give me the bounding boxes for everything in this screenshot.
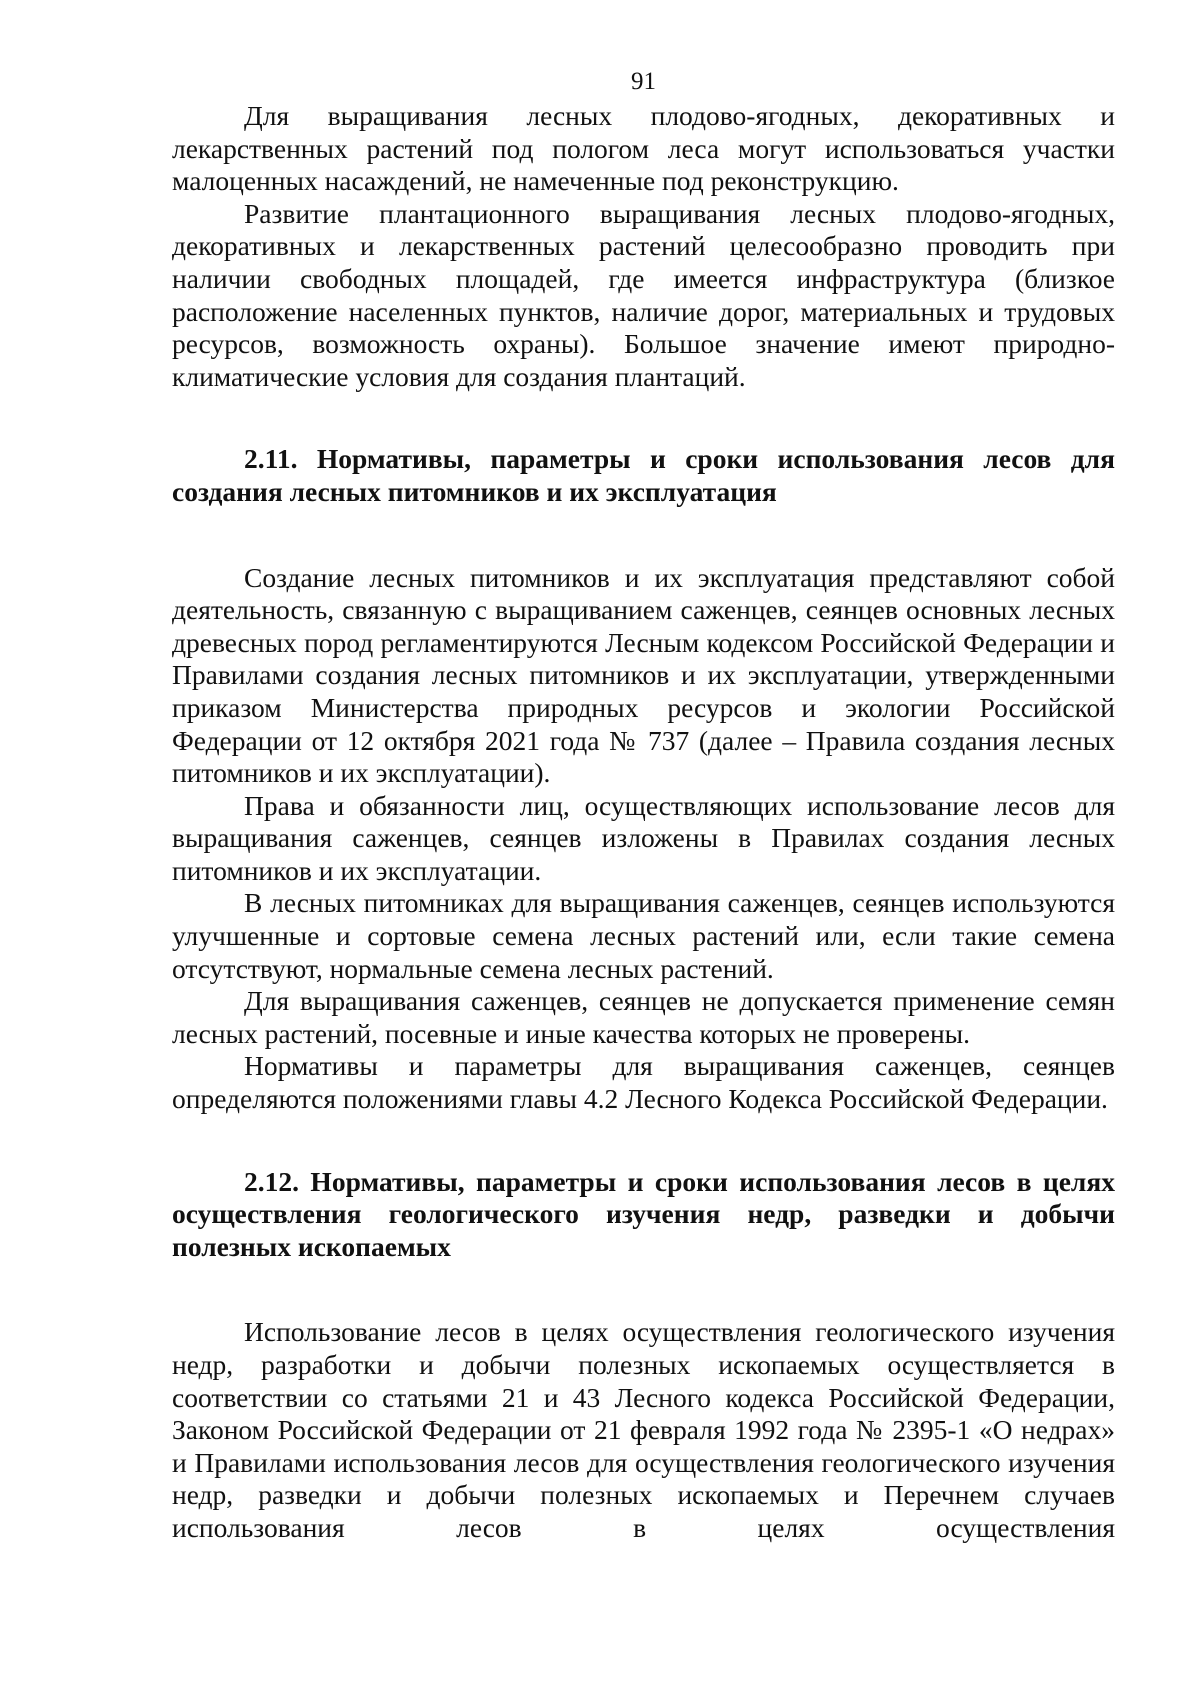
paragraph: Для выращивания саженцев, сеянцев не допускается применение семян лесных растений, посевные и иные качества которых не проверены. bbox=[172, 985, 1115, 1049]
paragraph: Нормативы и параметры для выращивания саженцев, сеянцев определяются положениями главы 4.2 Лесного Кодекса Российской Федерации. bbox=[172, 1050, 1115, 1115]
paragraph: Развитие плантационного выращивания лесных плодово-ягодных, декоративных и лекарственных растений целесообразно проводить при наличии свободных площадей, где имеется инфраструктура (близкое расположение населенных пунктов, наличие дорог, материальных и трудовых ресурсов, возможность охраны). Большое значение имеют природно-климатические условия для создания плантаций. bbox=[172, 197, 1115, 392]
paragraph: Использование лесов в целях осуществления геологического изучения недр, разработки и добычи полезных ископаемых осуществляется в соответствии со статьями 21 и 43 Лесного кодекса Российской Федерации, Законом Российской Федерации от 21 февраля 1992 года № 2395-1 «О недрах» и Правилами использования лесов для осуществления геологического изучения недр, разведки и добычи полезных ископаемых и Перечнем случаев использования лесов в целях осуществления bbox=[172, 1316, 1115, 1543]
spacer bbox=[172, 1263, 1115, 1316]
spacer bbox=[172, 1116, 1115, 1166]
section-heading-2-12: 2.12. Нормативы, параметры и сроки использования лесов в целях осуществления геологического изучения недр, разведки и добычи полезных ископаемых bbox=[172, 1165, 1115, 1262]
page-number: 91 bbox=[631, 68, 656, 95]
paragraph: Создание лесных питомников и их эксплуатация представляют собой деятельность, связанную с выращиванием саженцев, сеянцев основных лесных древесных пород регламентируются Лесным кодексом Российской Федерации и Правилами создания лесных питомников и их эксплуатации, утвержденными приказом Министерства природных ресурсов и экологии Российской Федерации от 12 октября 2021 года № 737 (далее – Правила создания лесных питомников и их эксплуатации). bbox=[172, 561, 1115, 789]
spacer bbox=[172, 509, 1115, 562]
paragraph: Права и обязанности лиц, осуществляющих использование лесов для выращивания саженцев, сеянцев изложены в Правилах создания лесных питомников и их эксплуатации. bbox=[172, 789, 1115, 886]
section-heading-2-11: 2.11. Нормативы, параметры и сроки использования лесов для создания лесных питомников и их эксплуатация bbox=[172, 443, 1115, 507]
paragraph: Для выращивания лесных плодово-ягодных, декоративных и лекарственных растений под пологом леса могут использоваться участки малоценных насаждений, не намеченные под реконструкцию. bbox=[172, 100, 1115, 197]
spacer bbox=[172, 393, 1115, 443]
paragraph: В лесных питомниках для выращивания саженцев, сеянцев используются улучшенные и сортовые семена лесных растений или, если такие семена отсутствуют, нормальные семена лесных растений. bbox=[172, 887, 1115, 984]
document-page bbox=[172, 68, 1115, 1545]
